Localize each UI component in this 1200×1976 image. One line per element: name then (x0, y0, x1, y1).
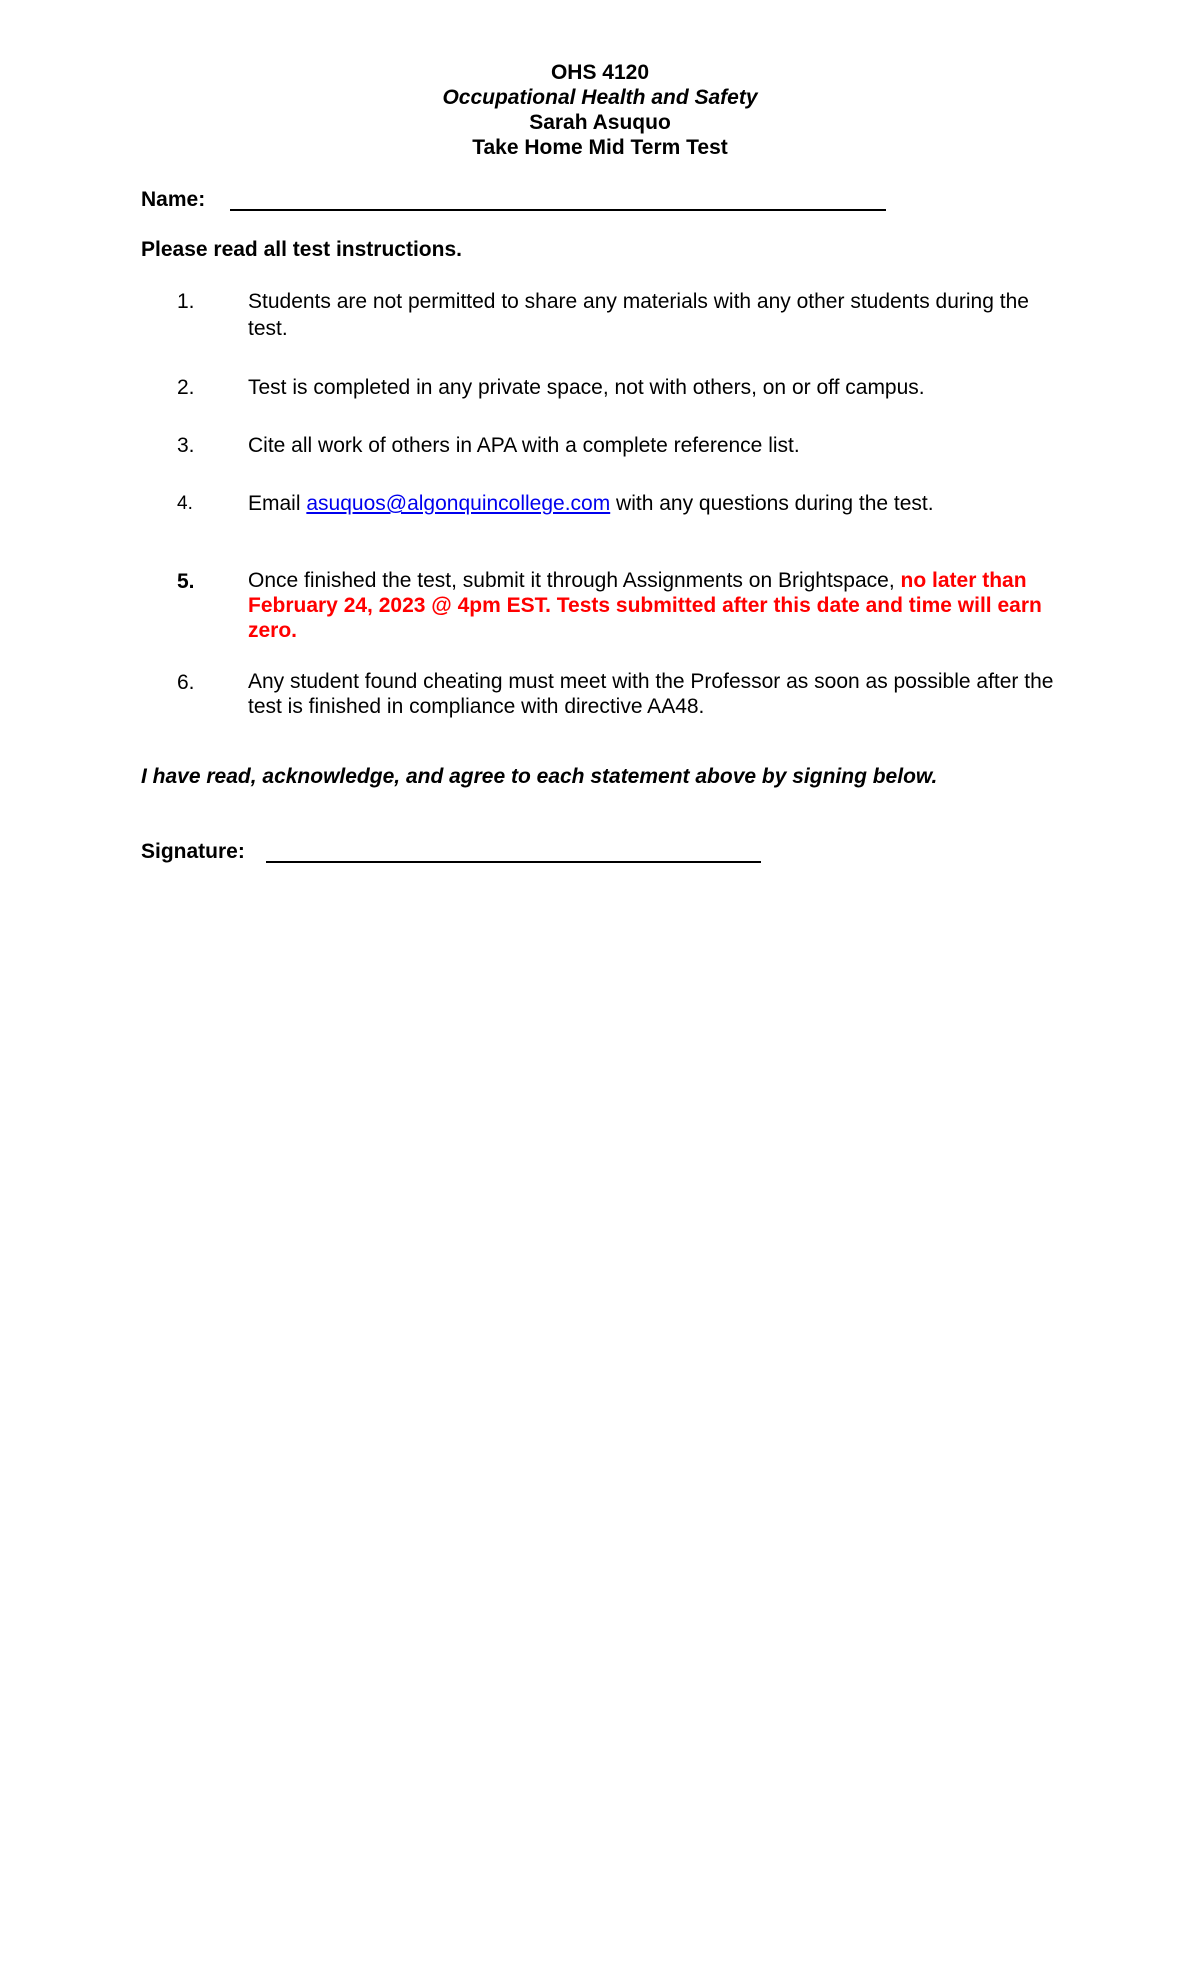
instruction-number: 3. (177, 434, 195, 457)
signature-label: Signature: (141, 840, 245, 863)
instruction-number: 5. (177, 570, 195, 593)
instructions-heading: Please read all test instructions. (141, 238, 462, 261)
acknowledgement-statement: I have read, acknowledge, and agree to each statement above by signing below. (141, 765, 938, 788)
instruction-text: Cite all work of others in APA with a complete reference list. (248, 434, 800, 457)
course-name: Occupational Health and Safety (442, 86, 758, 109)
test-title: Take Home Mid Term Test (472, 136, 728, 159)
instruction-text: Test is completed in any private space, not with others, on or off campus. (248, 376, 925, 399)
instruction-text (248, 490, 1061, 517)
course-code: OHS 4120 (550, 61, 650, 84)
instruction-text-plain: Once finished the test, submit it through Assignments on Brightspace, (248, 569, 901, 592)
signature-line (266, 861, 761, 863)
email-link[interactable]: asuquos@algonquincollege.com (306, 492, 611, 515)
instruction-text-after: with any questions during the test. (610, 492, 934, 515)
document-header (0, 60, 1200, 160)
instruction-number: 2. (177, 376, 195, 399)
instruction-number: 4. (177, 493, 193, 514)
instruction-number: 1. (177, 290, 195, 313)
name-label: Name: (141, 188, 206, 211)
instruction-text: Students are not permitted to share any materials with any other students during the test. (248, 290, 1029, 340)
deadline-warning: no later than February 24, 2023 @ 4pm EST. Tests submitted after this date and time will earn zero. (248, 569, 1042, 642)
instruction-number: 6. (177, 671, 195, 694)
instruction-text (248, 568, 1061, 643)
instruction-text-before: Email (248, 492, 307, 515)
instructor-name: Sarah Asuquo (529, 111, 671, 134)
instruction-text: Any student found cheating must meet with the Professor as soon as possible after the test is finished in compliance with directive AA48. (248, 670, 1054, 718)
name-signature-line (230, 209, 886, 211)
